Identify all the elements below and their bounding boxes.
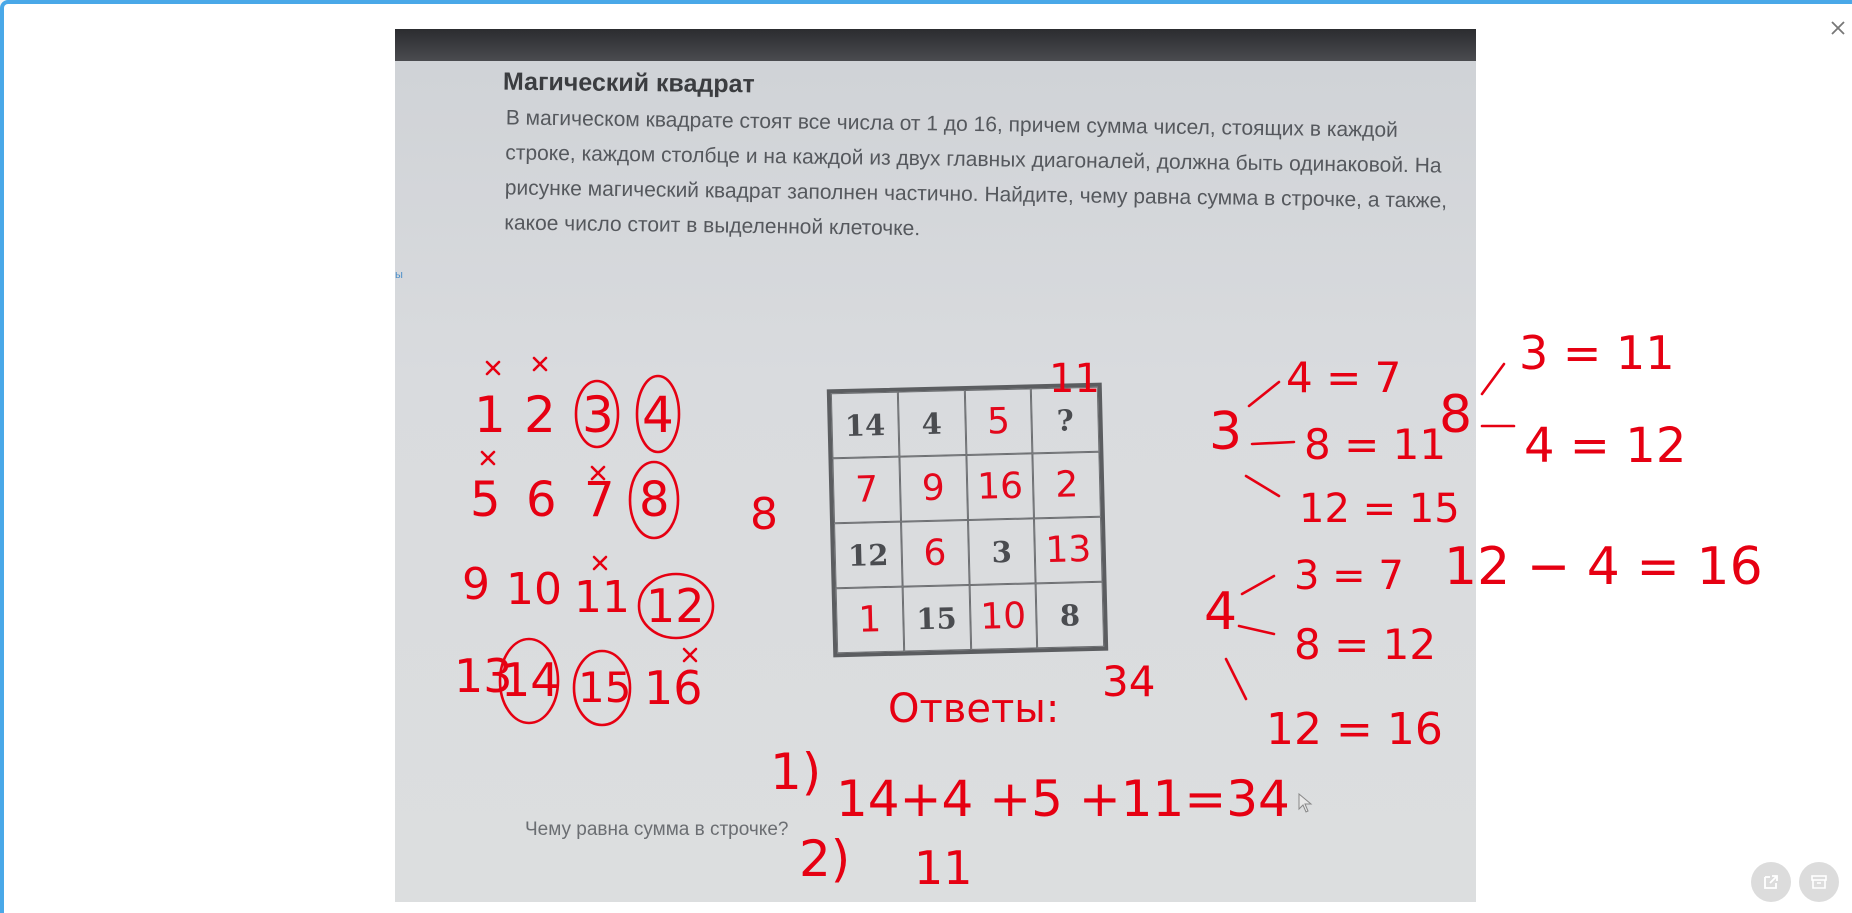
magic-cell-handwritten: 1: [836, 587, 904, 654]
hand-number: 16: [644, 661, 703, 715]
external-link-icon: [1762, 873, 1780, 891]
hand-branch-head: 4: [1204, 582, 1238, 642]
hand-branch-line: 3 = 7: [1294, 553, 1404, 599]
magic-cell-handwritten: 2: [1033, 452, 1101, 519]
hand-branch-line: 8 = 12: [1294, 620, 1437, 669]
hand-branch-head: 3: [1209, 402, 1243, 462]
answer-2-number: 2): [799, 830, 851, 888]
close-button[interactable]: [1826, 16, 1850, 40]
hand-left-eight: 8: [750, 489, 778, 540]
hand-branch-line: 8 = 11: [1304, 420, 1447, 469]
hand-branch-line: 12 = 16: [1266, 704, 1443, 755]
task-title: Магический квадрат: [502, 67, 755, 99]
hand-branch-line: 4 = 12: [1524, 418, 1687, 474]
magic-cell: 12: [834, 522, 902, 589]
hand-line-12: 12 − 4 = 16: [1444, 537, 1763, 597]
answer-2: 11: [914, 841, 973, 895]
cross-mark: [487, 358, 546, 374]
hand-branch-head: 8: [1439, 385, 1473, 445]
hand-number: 4: [642, 386, 674, 444]
question-text: Чему равна сумма в строчке?: [525, 819, 789, 840]
hand-number: 1: [474, 386, 506, 444]
magic-cell: 14: [831, 392, 899, 459]
close-icon: [1830, 20, 1846, 36]
magic-cell-handwritten: 5: [964, 388, 1032, 455]
magic-cell-handwritten: 10: [969, 583, 1037, 650]
archive-icon: [1810, 873, 1828, 891]
magic-cell-handwritten: 6: [901, 520, 969, 587]
side-link-fragment: ы: [395, 269, 403, 281]
hand-number: 8: [639, 472, 670, 528]
magic-cell-highlighted: ?: [1031, 387, 1099, 454]
magic-cell: 8: [1036, 582, 1104, 649]
magic-cell-handwritten: 13: [1034, 517, 1102, 584]
magic-cell: 4: [898, 390, 966, 457]
hand-number: 9: [462, 559, 490, 610]
hand-number: 13: [454, 649, 513, 703]
hand-branch-line: 3 = 11: [1519, 326, 1675, 380]
hand-number: 7: [584, 472, 615, 528]
hand-number: 15: [578, 663, 632, 712]
archive-button[interactable]: [1799, 862, 1839, 902]
answer-1-number: 1): [770, 743, 822, 801]
hand-number: 12: [646, 579, 705, 633]
task-text: В магическом квадрате стоят все числа от 1 до 16, причем сумма чисел, стоящих в каждой строке, каждом столбце и на каждой из двух главных диагоналей, должна быть одинаковой. На рисунке магический квадрат заполнен частично. Найдите, чему равна сумма в строчке, а также, какое число стоит в выделенной клеточке.: [504, 106, 1448, 241]
answers-heading: Ответы:: [888, 686, 1060, 732]
magic-cell-handwritten: 9: [899, 455, 967, 522]
open-external-button[interactable]: [1751, 862, 1791, 902]
handwriting-overlay: [4, 4, 1852, 913]
hand-number: 14: [501, 653, 560, 707]
hand-number: 10: [506, 564, 562, 615]
hand-number: 11: [574, 572, 630, 623]
magic-cell-handwritten: 16: [966, 453, 1034, 520]
magic-cell-handwritten: 7: [832, 457, 900, 524]
hand-number: 6: [526, 472, 557, 528]
answer-1: 14+4 +5 +11=34: [836, 770, 1290, 828]
hand-top-eleven: 11: [1049, 356, 1100, 402]
hand-bottom-34: 34: [1102, 657, 1156, 706]
cross-mark: [684, 649, 696, 661]
magic-cell: 15: [902, 585, 970, 652]
hand-branch-line: 4 = 7: [1286, 353, 1402, 402]
cross-mark: [594, 557, 606, 569]
hand-number: 2: [524, 386, 556, 444]
hand-number: 5: [470, 472, 501, 528]
hand-number: 3: [582, 386, 614, 444]
hand-branch-line: 12 = 15: [1299, 486, 1460, 532]
magic-cell: 3: [968, 518, 1036, 585]
branch-line: [1482, 364, 1514, 426]
